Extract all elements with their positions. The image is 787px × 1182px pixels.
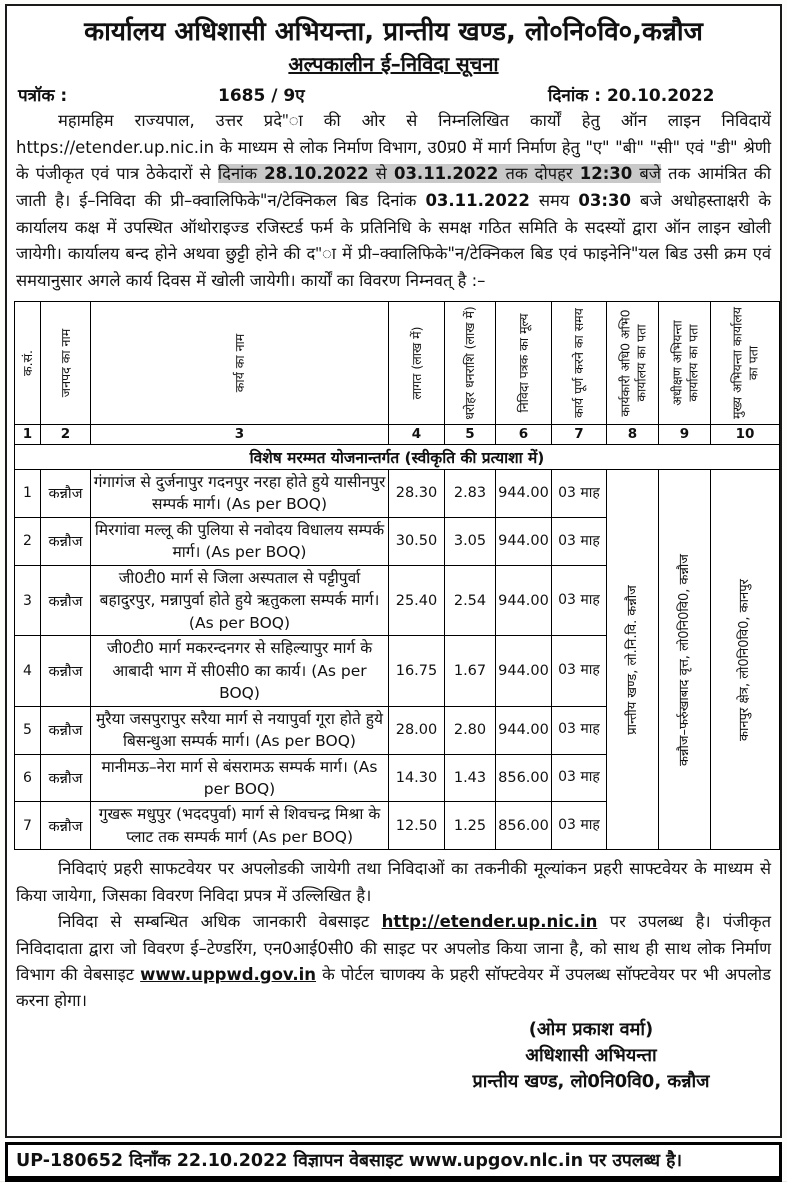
ee-office-cell: प्रान्तीय खण्ड, लो.नि.वि. कन्नौज (607, 469, 659, 850)
row2-doc: 944.00 (496, 517, 552, 565)
footer-text-2: पर उपलब्ध है। पंजीकृत निविदादाता द्वारा जो विवरण ई–टेण्डरिंग, एन0आई0सी0 की साइट पर अपलोड किया जाना है, को साथ ही साथ लोक निर्माण विभाग की वेबसाइट (16, 912, 771, 984)
hl-word-dinank: दिनांक (217, 164, 265, 184)
etender-url-footer: http://etender.up.nic.in (381, 912, 598, 932)
row3-district: कन्नौज (41, 565, 91, 635)
letter-date: दिनांक : 20.10.2022 (548, 85, 715, 106)
row7-doc: 856.00 (496, 802, 552, 850)
intro-text-4: समय (529, 191, 579, 211)
col-num-7: 7 (552, 424, 607, 444)
table-row (15, 469, 780, 517)
header-doc-price: निविदा पत्रक का मूल्य (496, 301, 552, 424)
hl-word-tak: तक दोपहर (498, 164, 580, 184)
col-num-3: 3 (91, 424, 389, 444)
row7-district: कन्नौज (41, 802, 91, 850)
header-completion-time: कार्य पूर्ण करने का समय (552, 301, 607, 424)
row5-sn: 5 (15, 706, 41, 754)
intro-text-5: बजे अधोहस्ताक्षरी के कार्यालय कक्ष में उपस्थित ऑथोराइज्ड रजिस्टर्ड फर्म के प्रतिनिधि के समक्ष गठित समिति के सदस्यों द्वारा ऑन लाइन खोली जायेगी। कार्यालय बन्द होने अथवा छुट्टी होने की द"ा में प्री–क्वालिफिके"न/टेक्निकल बिड एवं फाइनेनि"यल बिड उसी क्रम एवं समयानुसार अगले कार्य दिवस में खोली जायेगी। कार्यों का विवरण निम्नवत् है :– (16, 191, 771, 291)
footer-paragraph-2 (16, 909, 771, 1015)
ad-ref-text: UP-180652 दिनाँक 22.10.2022 विज्ञापन वेबसाइट (16, 1151, 409, 1171)
hl-word-se: से (368, 164, 394, 184)
signatory-office: प्रान्तीय खण्ड, लो0नि0वि0, कन्नौज (472, 1070, 710, 1092)
header-se-office: अधीक्षण अभियन्ता कार्यालय का पता (659, 301, 711, 424)
intro-text-3: तक आमंत्रित की जाती है। ई–निविदा की प्री–क्वालिफिके"न/टेक्निकल बिड दिनांक (16, 164, 771, 211)
row2-emd: 3.05 (445, 517, 496, 565)
row6-time: 03 माह (552, 754, 607, 802)
row7-work: गुखरू मधुपुर (भददपुर्वा) मार्ग से शिवचन्द्र मिश्रा के प्लाट तक सम्पर्क मार्ग (As per BOQ) (91, 802, 389, 850)
row3-sn: 3 (15, 565, 41, 635)
col-num-5: 5 (445, 424, 496, 444)
row1-time: 03 माह (552, 469, 607, 517)
row7-sn: 7 (15, 802, 41, 850)
row3-time: 03 माह (552, 565, 607, 635)
row6-sn: 6 (15, 754, 41, 802)
start-date: 28.10.2022 (264, 164, 369, 184)
row7-emd: 1.25 (445, 802, 496, 850)
header-ce-office: मुख्य अभियन्ता कार्यालय का पता (711, 301, 780, 424)
uppwd-url: www.uppwd.gov.in (140, 964, 317, 984)
hl-word-baje: बजे (632, 164, 662, 184)
office-title: कार्यालय अधिशासी अभियन्ता, प्रान्तीय खण्ड, लो०नि०वि०,कन्नौज (84, 17, 703, 47)
section-row (15, 444, 780, 469)
advertisement-reference-bar (5, 1142, 782, 1182)
row3-cost: 25.40 (389, 565, 445, 635)
row1-work: गंगागंज से दुर्जनापुर गदनपुर नरहा होते हुये यासीनपुर सम्पर्क मार्ग। (As per BOQ) (91, 469, 389, 517)
col-num-10: 10 (711, 424, 780, 444)
row2-sn: 2 (15, 517, 41, 565)
intro-text-2: के माध्यम से लोक निर्माण विभाग, उ0प्र0 में मार्ग निर्माण हेतु "ए" "बी" "सी" एवं "डी" श्रेणी के पंजीकृत एवं पात्र ठेकेदारों से (16, 137, 771, 184)
bid-open-time: 03:30 (578, 191, 631, 211)
row5-district: कन्नौज (41, 706, 91, 754)
header-district: जनपद का नाम (41, 301, 91, 424)
row3-work: जी0टी0 मार्ग से जिला अस्पताल से पट्टीपुर्वा बहादुरपुर, मन्नापुर्वा होते हुये ऋतुकला सम्पर्क मार्ग। (As per BOQ) (91, 565, 389, 635)
col-num-8: 8 (607, 424, 659, 444)
row1-sn: 1 (15, 469, 41, 517)
letter-label: पत्रॉक : (18, 85, 68, 106)
section-title: विशेष मरम्मत योजनान्तर्गत (स्वीकृति की प्रत्याशा में) (15, 444, 780, 469)
col-num-2: 2 (41, 424, 91, 444)
signatory-name: (ओम प्रकाश वर्मा) (528, 1018, 654, 1040)
row1-cost: 28.30 (389, 469, 445, 517)
intro-paragraph (16, 108, 771, 295)
row7-cost: 12.50 (389, 802, 445, 850)
end-date: 03.11.2022 (393, 164, 499, 184)
row5-emd: 2.80 (445, 706, 496, 754)
row6-district: कन्नौज (41, 754, 91, 802)
col-num-6: 6 (496, 424, 552, 444)
notice-title: अल्पकालीन ई–निविदा सूचना (288, 51, 499, 76)
header-work-name: कार्य का नाम (91, 301, 389, 424)
row6-cost: 14.30 (389, 754, 445, 802)
row4-cost: 16.75 (389, 636, 445, 706)
row2-time: 03 माह (552, 517, 607, 565)
row4-work: जी0टी0 मार्ग मकरन्दनगर से सहिल्यापुर मार्ग के आबादी भाग में सी0सी0 का कार्य। (As per BOQ) (91, 636, 389, 706)
ce-office-cell: कानपुर क्षेत्र, लो0नि0वि0, कानपुर (711, 469, 780, 850)
ad-ref-suffix: पर उपलब्ध है। (583, 1151, 682, 1171)
col-num-1: 1 (15, 424, 41, 444)
row3-emd: 2.54 (445, 565, 496, 635)
letter-number: 1685 / 9ए (218, 85, 305, 106)
header-cost: लागत (लाख में) (389, 301, 445, 424)
row6-doc: 856.00 (496, 754, 552, 802)
row1-doc: 944.00 (496, 469, 552, 517)
row4-doc: 944.00 (496, 636, 552, 706)
row1-emd: 2.83 (445, 469, 496, 517)
col-num-4: 4 (389, 424, 445, 444)
signatory-title: अधिशासी अभियन्ता (525, 1044, 657, 1066)
col-num-9: 9 (659, 424, 711, 444)
table-header-row (15, 301, 780, 424)
header-emd: धरोहर धनराशि (लाख में) (445, 301, 496, 424)
deadline-time: 12:30 (579, 164, 633, 184)
row2-work: मिरगांवा मल्लू की पुलिया से नवोदय विधालय सम्पर्क मार्ग। (As per BOQ) (91, 517, 389, 565)
footer-text-3: के पोर्टल चाणक्य के प्रहरी सॉफ्टवेयर में उपलब्ध सॉफ्टवेयर पर भी अपलोड करना होगा। (16, 964, 771, 1011)
etender-url: https://etender.up.nic.in (16, 137, 215, 157)
row6-emd: 1.43 (445, 754, 496, 802)
row4-time: 03 माह (552, 636, 607, 706)
intro-text-1: महामहिम राज्यपाल, उत्तर प्रदे"ा की ओर से निम्नलिखित कार्यों हेतु ऑन लाइन निविदायें (58, 110, 771, 130)
highlighted-dates (218, 164, 661, 183)
bid-open-date: 03.11.2022 (425, 191, 530, 211)
footer-paragraph-1: निविदाएं प्रहरी साफटवेयर पर अपलोडकी जायेगी तथा निविदाओं का तकनीकी मूल्यांकन प्रहरी साफ्टवेयर के माध्यम से किया जायेगा, जिसका विवरण निविदा प्रपत्र में उल्लिखित है। (16, 859, 771, 905)
se-office-cell: कन्नौज–फर्रुखाबाद वृत्त, लो0नि0वि0, कन्नौज (659, 469, 711, 850)
row3-doc: 944.00 (496, 565, 552, 635)
row4-district: कन्नौज (41, 636, 91, 706)
row5-time: 03 माह (552, 706, 607, 754)
signature-block (409, 1017, 773, 1095)
footer-text-1: निविदा से सम्बन्धित अधिक जानकारी वेबसाइट (58, 912, 382, 932)
row7-time: 03 माह (552, 802, 607, 850)
row1-district: कन्नौज (41, 469, 91, 517)
upgov-url: www.upgov.nlc.in (408, 1151, 584, 1171)
row6-work: मानीमऊ–नेरा मार्ग से बंसरामऊ सम्पर्क मार्ग। (As per BOQ) (91, 754, 389, 802)
header-serial: क.सं. (15, 301, 41, 424)
main-document-frame (5, 4, 782, 1138)
tender-works-table (14, 301, 780, 851)
row2-district: कन्नौज (41, 517, 91, 565)
header-ee-office: कार्यकारी अधि0 अभि0 कार्यालय का पता (607, 301, 659, 424)
row5-cost: 28.00 (389, 706, 445, 754)
letter-number-line (18, 83, 769, 106)
row4-sn: 4 (15, 636, 41, 706)
row5-doc: 944.00 (496, 706, 552, 754)
row5-work: मुरैया जसपुरापुर सरैया मार्ग से नयापुर्वा गूरा होते हुये बिसन्धुआ सम्पर्क मार्ग। (As per BOQ) (91, 706, 389, 754)
row4-emd: 1.67 (445, 636, 496, 706)
column-number-row (15, 424, 780, 444)
row2-cost: 30.50 (389, 517, 445, 565)
